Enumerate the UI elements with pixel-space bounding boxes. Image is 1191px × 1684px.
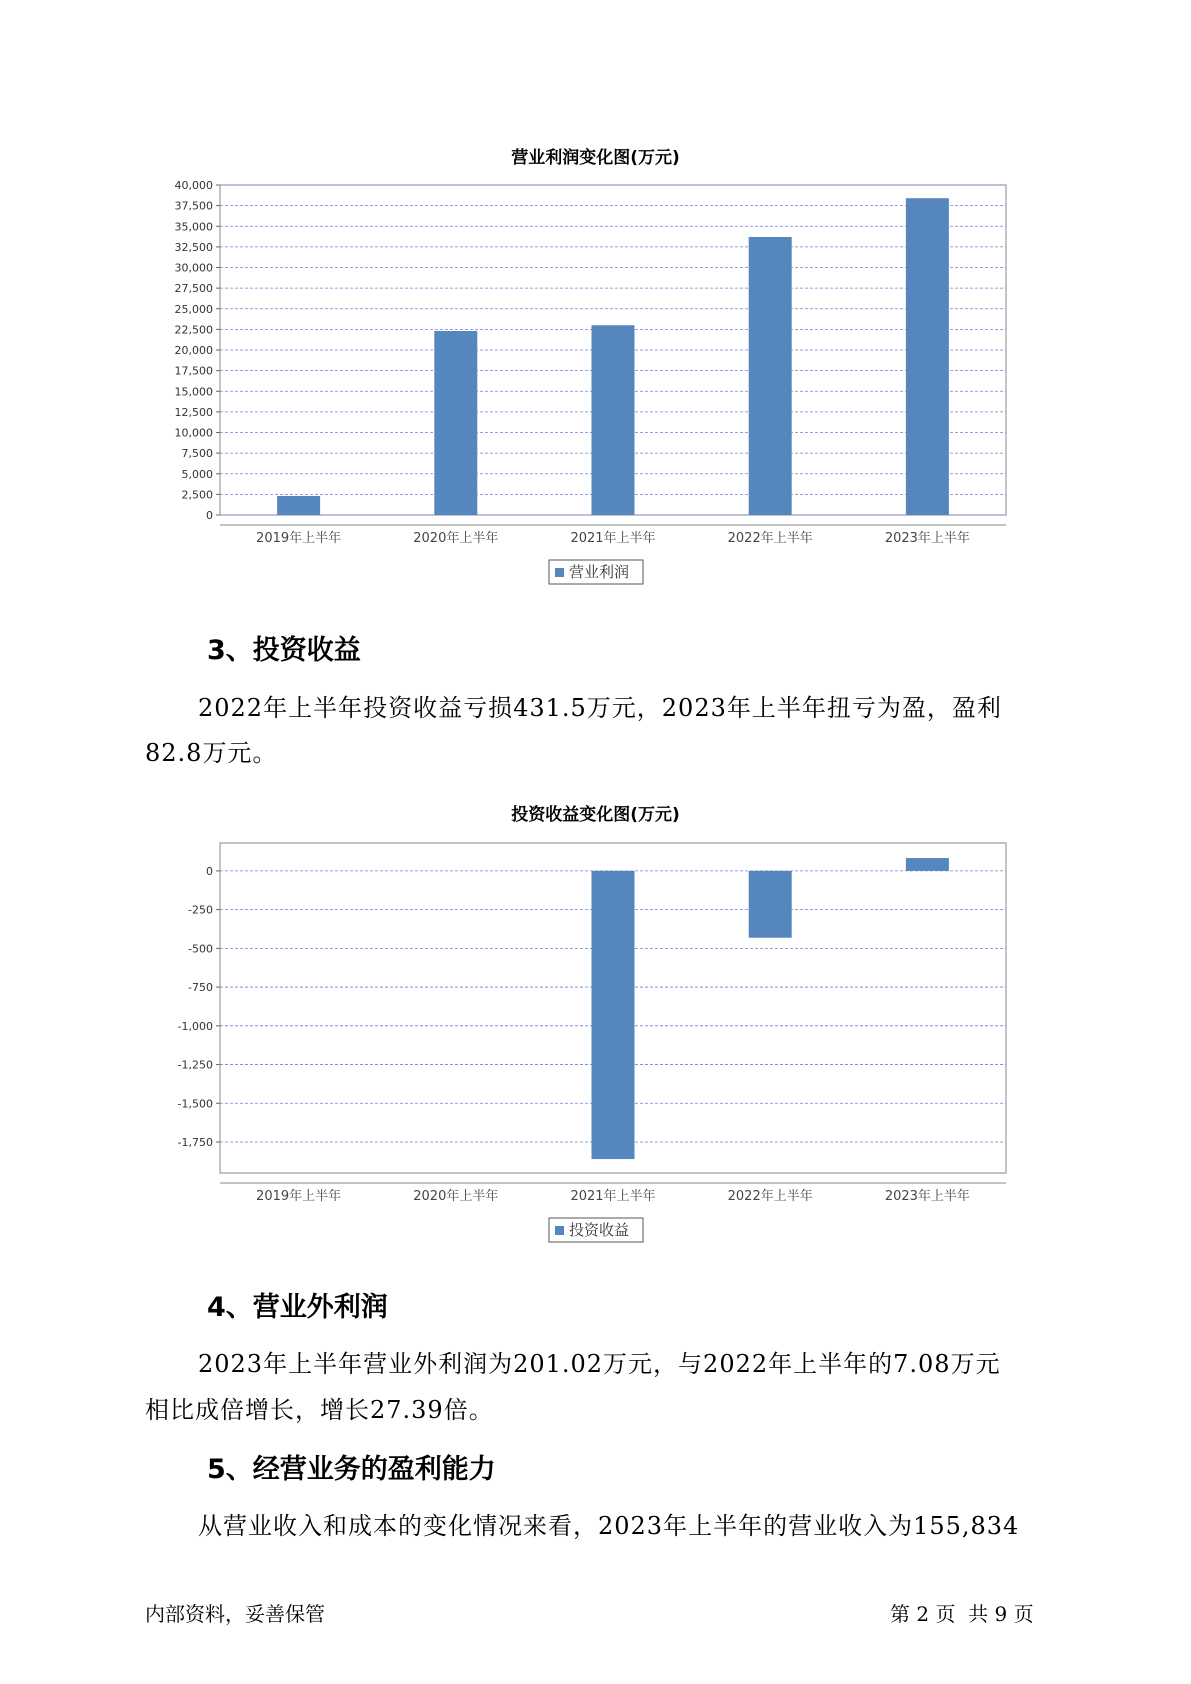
paragraph-line: 从营业收入和成本的变化情况来看，2023年上半年的营业收入为155,834 <box>198 1512 1020 1540</box>
x-tick-label: 2023年上半年 <box>884 531 970 546</box>
y-tick-label: 40,000 <box>174 179 213 192</box>
x-tick-label: 2020年上半年 <box>413 1189 499 1204</box>
legend-swatch <box>555 568 564 577</box>
y-tick-label: 32,500 <box>174 240 213 254</box>
bar <box>906 198 949 515</box>
bar <box>592 871 635 1159</box>
bar <box>749 237 792 515</box>
legend-label: 营业利润 <box>569 563 630 581</box>
y-tick-label: 5,000 <box>181 467 213 481</box>
footer-confidential-note: 内部资料，妥善保管 <box>145 1602 325 1626</box>
x-tick-label: 2019年上半年 <box>256 531 342 546</box>
paragraph-line: 相比成倍增长，增长27.39倍。 <box>145 1396 494 1424</box>
legend-swatch <box>555 1226 564 1235</box>
y-tick-label: -1,250 <box>177 1058 213 1072</box>
investment-income-chart <box>0 818 1191 1258</box>
bar <box>434 331 477 515</box>
y-tick-label: 15,000 <box>174 385 213 399</box>
y-tick-label: 7,500 <box>181 447 213 461</box>
bar <box>906 858 949 871</box>
section-heading-operating-profitability: 5、经营业务的盈利能力 <box>207 1454 496 1485</box>
y-tick-label: 0 <box>206 864 213 878</box>
y-tick-label: 10,000 <box>174 426 213 440</box>
y-tick-label: 35,000 <box>174 220 213 234</box>
x-tick-label: 2021年上半年 <box>570 1189 656 1204</box>
y-tick-label: 12,500 <box>174 405 213 419</box>
paragraph-line: 82.8万元。 <box>145 739 278 767</box>
chart-title-investment-income: 投资收益变化图(万元) <box>511 805 680 825</box>
y-tick-label: -250 <box>188 903 213 917</box>
operating-profit-chart <box>0 160 1191 600</box>
y-tick-label: 20,000 <box>174 344 213 357</box>
y-tick-label: 22,500 <box>174 323 213 337</box>
bar <box>592 325 635 515</box>
y-tick-label: -750 <box>188 981 213 995</box>
section-heading-non-operating-profit: 4、营业外利润 <box>207 1292 388 1323</box>
y-tick-label: -1,000 <box>177 1019 213 1033</box>
y-tick-label: -1,500 <box>177 1097 213 1111</box>
y-tick-label: 2,500 <box>181 488 213 502</box>
y-tick-label: -1,750 <box>177 1136 213 1150</box>
footer-page-number: 第 2 页 共 9 页 <box>890 1602 1034 1626</box>
paragraph-line: 2022年上半年投资收益亏损431.5万元，2023年上半年扭亏为盈，盈利 <box>198 694 1002 722</box>
y-tick-label: 30,000 <box>174 261 213 275</box>
y-tick-label: 27,500 <box>174 282 213 296</box>
bar <box>277 496 320 515</box>
x-tick-label: 2021年上半年 <box>570 531 656 546</box>
y-tick-label: 25,000 <box>174 302 213 316</box>
paragraph-line: 2023年上半年营业外利润为201.02万元，与2022年上半年的7.08万元 <box>198 1350 1001 1378</box>
legend-label: 投资收益 <box>569 1221 630 1239</box>
x-tick-label: 2022年上半年 <box>727 1189 813 1204</box>
x-tick-label: 2022年上半年 <box>727 531 813 546</box>
y-tick-label: 37,500 <box>174 199 213 213</box>
x-tick-label: 2020年上半年 <box>413 531 499 546</box>
bar <box>749 871 792 938</box>
x-tick-label: 2019年上半年 <box>256 1189 342 1204</box>
y-tick-label: 0 <box>206 509 213 522</box>
section-heading-investment-income: 3、投资收益 <box>207 635 361 666</box>
x-tick-label: 2023年上半年 <box>884 1189 970 1204</box>
y-tick-label: -500 <box>188 942 213 956</box>
y-tick-label: 17,500 <box>174 364 213 378</box>
chart-title-operating-profit: 营业利润变化图(万元) <box>511 148 680 168</box>
